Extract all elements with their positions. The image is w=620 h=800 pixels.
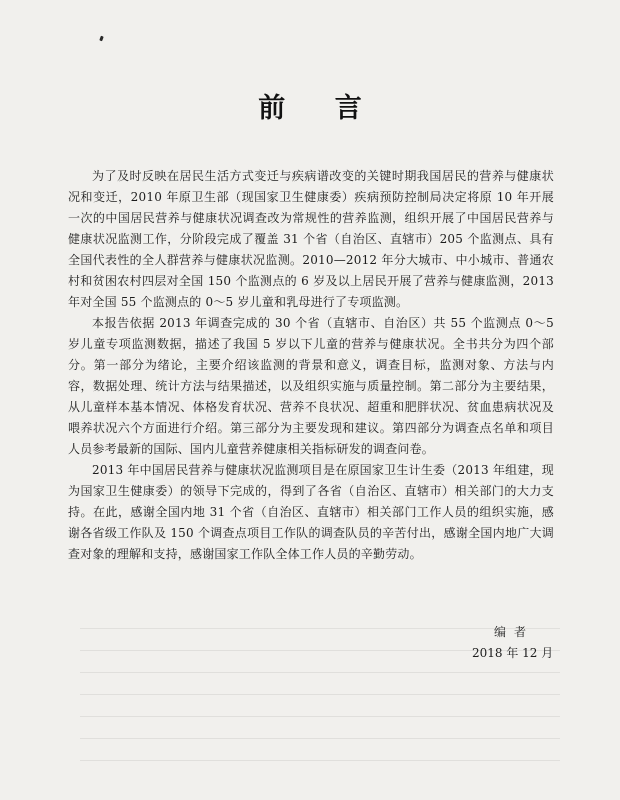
scan-speck	[99, 36, 104, 42]
paragraph-2: 本报告依据 2013 年调查完成的 30 个省（直辖市、自治区）共 55 个监测点 0～5 岁儿童专项监测数据，描述了我国 5 岁以下儿童的营养与健康状况。全书共分为四个部分。第一部分为绪论，主要介绍该监测的背景和意义，调查目标，监测对象、方法与内容，数据处理、统计方法与结果描述，以及组织实施与质量控制。第二部分为主要结果，从儿童样本基本情况、体格发育状况、营养不良状况、超重和肥胖状况、贫血患病状况及喂养状况六个方面进行介绍。第三部分为主要发现和建议。第四部分为调查点名单和项目人员参考最新的国际、国内儿童营养健康相关指标研发的调查问卷。	[68, 316, 554, 456]
signature-block	[472, 622, 572, 664]
paragraph-1: 为了及时反映在居民生活方式变迁与疾病谱改变的关键时期我国居民的营养与健康状况和变迁，2010 年原卫生部（现国家卫生健康委）疾病预防控制局决定将原 10 年开展一次的中国居民营养与健康状况调查改为常规性的营养监测，组织开展了中国居民营养与健康状况监测工作，分阶段完成了覆盖 31 个省（自治区、直辖市）205 个监测点、具有全国代表性的全人群营养与健康状况监测。2010—2012 年分大城市、中小城市、普通农村和贫困农村四层对全国 150 个监测点的 6 岁及以上居民开展了营养与健康监测，2013 年对全国 55 个监测点的 0～5 岁儿童和乳母进行了专项监测。	[68, 169, 554, 309]
paragraph-3: 2013 年中国居民营养与健康状况监测项目是在原国家卫生计生委（2013 年组建，现为国家卫生健康委）的领导下完成的，得到了各省（自治区、直辖市）相关部门的大力支持。在此，感谢全国内地 31 个省（自治区、直辖市）相关部门工作人员的组织实施，感谢各省级工作队及 150 个调查点项目工作队的调查队员的辛苦付出，感谢全国内地广大调查对象的理解和支持，感谢国家工作队全体工作人员的辛勤劳动。	[68, 463, 554, 561]
signature-author: 编者	[494, 625, 535, 639]
signature-date: 2018 年 12 月	[472, 646, 554, 660]
page-title: 前 言	[258, 93, 382, 124]
preface-body	[68, 166, 554, 565]
